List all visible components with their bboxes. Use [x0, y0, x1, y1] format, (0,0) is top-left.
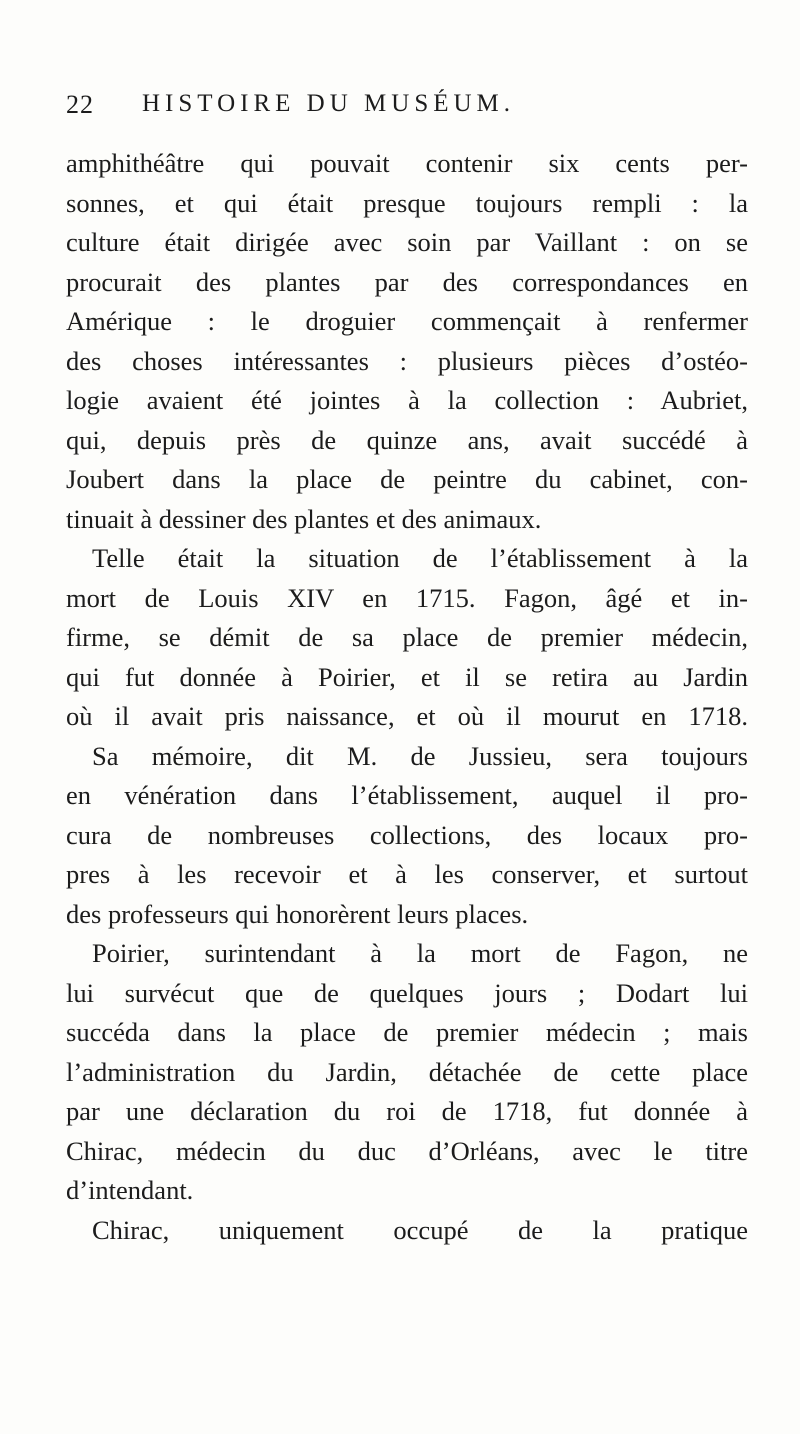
text-line: d’intendant. [66, 1175, 194, 1205]
text-line: en vénération dans l’établissement, auquel il pro- [66, 780, 748, 810]
running-head [66, 90, 756, 130]
text-line: Chirac, médecin du duc d’Orléans, avec le titre [66, 1135, 748, 1166]
page-number: 22 [66, 90, 94, 119]
text-line: qui, depuis près de quinze ans, avait succédé à [66, 424, 748, 455]
text-line: amphithéâtre qui pouvait contenir six cents per- [66, 148, 748, 178]
text-line: qui fut donnée à Poirier, et il se retira au Jardin [66, 661, 748, 692]
text-line: sonnes, et qui était presque toujours rempli : la [66, 187, 748, 218]
text-line: l’administration du Jardin, détachée de cette place [66, 1056, 748, 1087]
text-line: firme, se démit de sa place de premier médecin, [66, 622, 748, 652]
text-line: Telle était la situation de l’établissement à la [92, 543, 748, 573]
text-line: tinuait à dessiner des plantes et des animaux. [66, 503, 542, 534]
text-line: Amérique : le droguier commençait à renfermer [66, 306, 748, 336]
text-line: Poirier, surintendant à la mort de Fagon, ne [92, 938, 748, 968]
text-line: lui survécut que de quelques jours ; Dodart lui [66, 977, 748, 1008]
text-line: des choses intéressantes : plusieurs pièces d’ostéo- [66, 345, 748, 376]
text-line: cura de nombreuses collections, des locaux pro- [66, 819, 748, 850]
text-line: où il avait pris naissance, et où il mourut en 1718. [66, 701, 748, 731]
text-line: succéda dans la place de premier médecin ; mais [66, 1017, 748, 1047]
text-line: mort de Louis XIV en 1715. Fagon, âgé et in- [66, 582, 748, 613]
text-line: des professeurs qui honorèrent leurs places. [66, 898, 529, 929]
text-line: Sa mémoire, dit M. de Jussieu, sera toujours [92, 740, 748, 771]
text-line: logie avaient été jointes à la collection : Aubriet, [66, 385, 748, 415]
text-line: par une déclaration du roi de 1718, fut donnée à [66, 1096, 748, 1126]
text-line: culture était dirigée avec soin par Vaillant : on se [66, 227, 748, 257]
text-line: Chirac, uniquement occupé de la pratique [92, 1214, 748, 1245]
text-line: Joubert dans la place de peintre du cabinet, con- [66, 464, 748, 494]
running-title: HISTOIRE DU MUSÉUM. [142, 90, 516, 117]
body-text [66, 144, 748, 1250]
text-line: pres à les recevoir et à les conserver, et surtout [66, 859, 748, 889]
text-line: procurait des plantes par des correspondances en [66, 266, 748, 297]
